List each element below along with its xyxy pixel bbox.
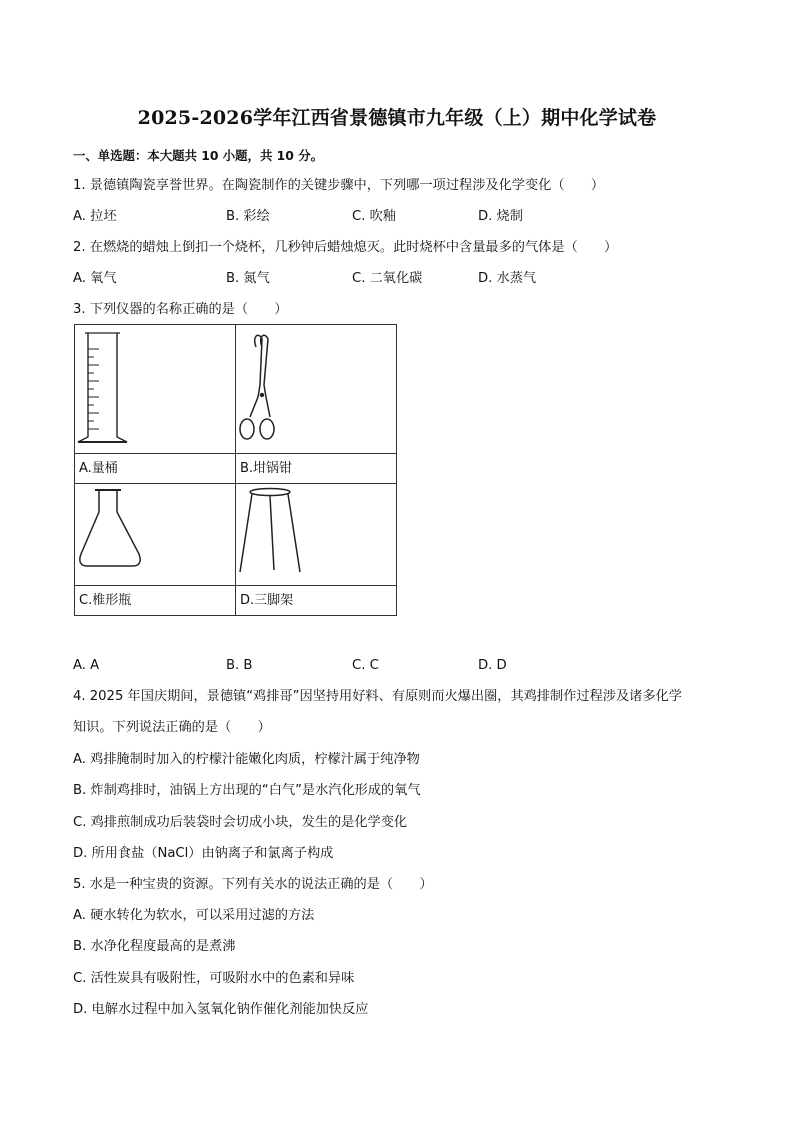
question-3-stem: 3. 下列仪器的名称正确的是（ ）	[73, 302, 288, 317]
figure-d-caption: D.三脚架	[240, 593, 294, 608]
figure-a-caption: A.量桶	[79, 461, 118, 476]
section-heading: 一、单选题：本大题共 10 小题，共 10 分。	[73, 148, 323, 163]
graduated-cylinder-icon	[75, 325, 235, 453]
q5-option-a: A. 硬水转化为软水，可以采用过滤的方法	[73, 908, 315, 923]
q3-option-b: B. B	[226, 658, 253, 673]
question-5-stem: 5. 水是一种宝贵的资源。下列有关水的说法正确的是（ ）	[73, 877, 433, 892]
q2-option-d: D. 水蒸气	[478, 271, 537, 286]
question-2-stem: 2. 在燃烧的蜡烛上倒扣一个烧杯，几秒钟后蜡烛熄灭。此时烧杯中含量最多的气体是（ ）	[73, 240, 618, 255]
figure-c-caption: C.椎形瓶	[79, 593, 132, 608]
q1-option-a: A. 拉坯	[73, 209, 117, 224]
q4-option-d: D. 所用食盐（NaCl）由钠离子和氯离子构成	[73, 846, 334, 861]
page-title: 2025-2026学年江西省景德镇市九年级（上）期中化学试卷	[137, 107, 657, 129]
q2-option-a: A. 氧气	[73, 271, 117, 286]
q4-option-c: C. 鸡排煎制成功后装袋时会切成小块，发生的是化学变化	[73, 815, 408, 830]
q1-option-b: B. 彩绘	[226, 209, 270, 224]
q4-option-a: A. 鸡排腌制时加入的柠檬汁能嫩化肉质，柠檬汁属于纯净物	[73, 752, 420, 767]
q4-option-b: B. 炸制鸡排时，油锅上方出现的“白气”是水汽化形成的氧气	[73, 783, 421, 798]
question-4-stem-line1: 4. 2025 年国庆期间，景德镇“鸡排哥”因坚持用好料、有原则而火爆出圈，其鸡排制作过程涉及诸多化学	[73, 689, 682, 704]
question-1-stem: 1. 景德镇陶瓷享誉世界。在陶瓷制作的关键步骤中，下列哪一项过程涉及化学变化（ ）	[73, 178, 605, 193]
q5-option-b: B. 水净化程度最高的是煮沸	[73, 939, 236, 954]
q3-option-d: D. D	[478, 658, 507, 673]
q1-option-c: C. 吹釉	[352, 209, 396, 224]
figure-b-caption: B.坩锅钳	[240, 461, 293, 476]
conical-flask-icon	[75, 484, 235, 585]
q5-option-c: C. 活性炭具有吸附性，可吸附水中的色素和异味	[73, 971, 355, 986]
q1-option-d: D. 烧制	[478, 209, 523, 224]
crucible-tongs-icon	[236, 325, 396, 453]
q3-option-a: A. A	[73, 658, 100, 673]
tripod-icon	[236, 484, 396, 585]
q2-option-b: B. 氮气	[226, 271, 270, 286]
q3-option-c: C. C	[352, 658, 379, 673]
instrument-figure-table	[74, 324, 397, 616]
question-4-stem-line2: 知识。下列说法正确的是（ ）	[73, 720, 271, 735]
q5-option-d: D. 电解水过程中加入氢氧化钠作催化剂能加快反应	[73, 1002, 369, 1017]
q2-option-c: C. 二氧化碳	[352, 271, 423, 286]
